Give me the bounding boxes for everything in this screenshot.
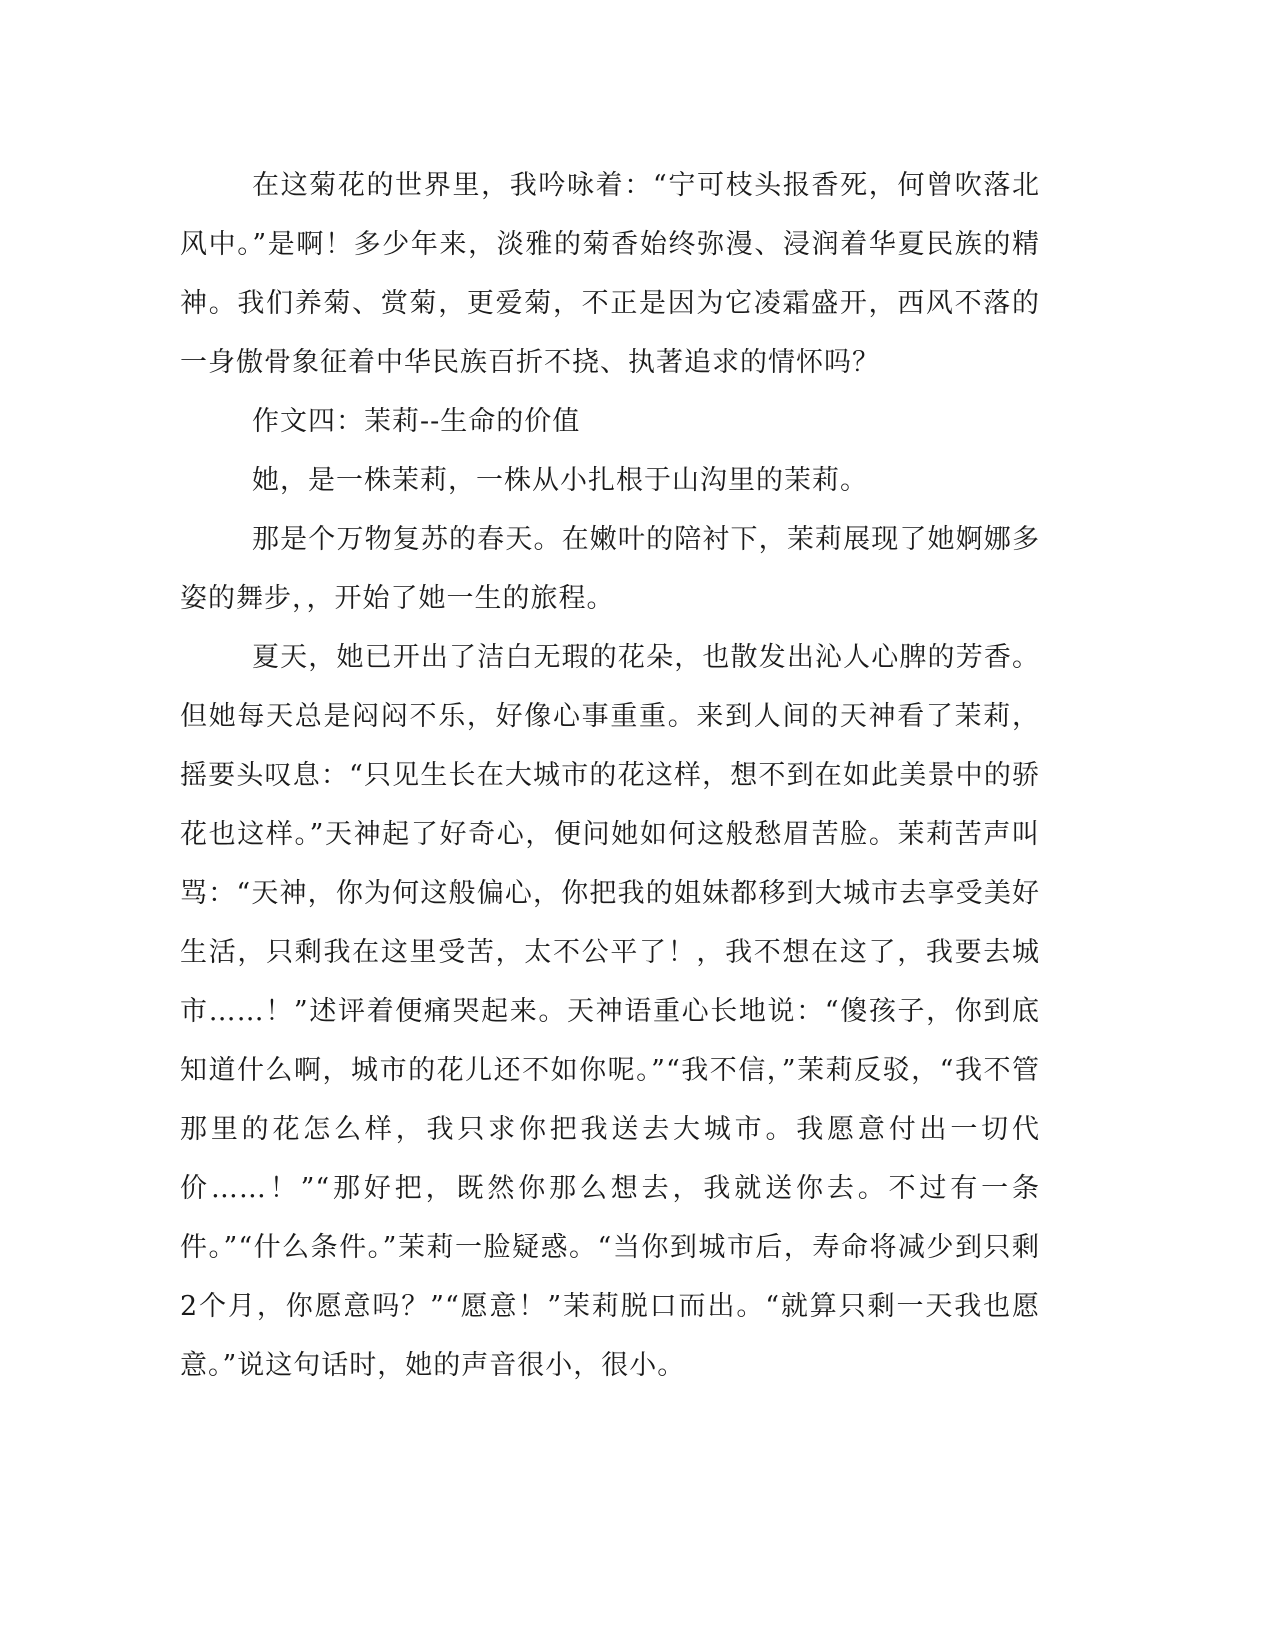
paragraph-intro: 她，是一株茉莉，一株从小扎根于山沟里的茉莉。 bbox=[252, 465, 868, 496]
paragraph-spring: 那是个万物复苏的春天。在嫩叶的陪衬下，茉莉展现了她婀娜多姿的舞步，，开始了她一生的旅程。 bbox=[180, 524, 1040, 614]
essay-title: 作文四：茉莉--生命的价值 bbox=[252, 406, 581, 437]
document-body bbox=[180, 156, 1040, 1395]
paragraph-summer: 夏天，她已开出了洁白无瑕的花朵，也散发出沁人心脾的芳香。但她每天总是闷闷不乐，好像心事重重。来到人间的天神看了茉莉，摇要头叹息：“只见生长在大城市的花这样，想不到在如此美景中的骄花也这样。”天神起了好奇心，便问她如何这般愁眉苦脸。茉莉苦声叫骂：“天神，你为何这般偏心，你把我的姐妹都移到大城市去享受美好生活，只剩我在这里受苦，太不公平了！，我不想在这了，我要去城市……！”述评着便痛哭起来。天神语重心长地说：“傻孩子，你到底知道什么啊，城市的花儿还不如你呢。”“我不信，”茉莉反驳，“我不管那里的花怎么样，我只求你把我送去大城市。我愿意付出一切代价……！”“那好把，既然你那么想去，我就送你去。不过有一条件。”“什么条件。”茉莉一脸疑惑。“当你到城市后，寿命将减少到只剩2个月，你愿意吗？”“愿意！”茉莉脱口而出。“就算只剩一天我也愿意。”说这句话时，她的声音很小，很小。 bbox=[180, 642, 1040, 1381]
paragraph-chrysanthemum: 在这菊花的世界里，我吟咏着：“宁可枝头报香死，何曾吹落北风中。”是啊！多少年来，淡雅的菊香始终弥漫、浸润着华夏民族的精神。我们养菊、赏菊，更爱菊，不正是因为它凌霜盛开，西风不落的一身傲骨象征着中华民族百折不挠、执著追求的情怀吗？ bbox=[180, 170, 1040, 378]
